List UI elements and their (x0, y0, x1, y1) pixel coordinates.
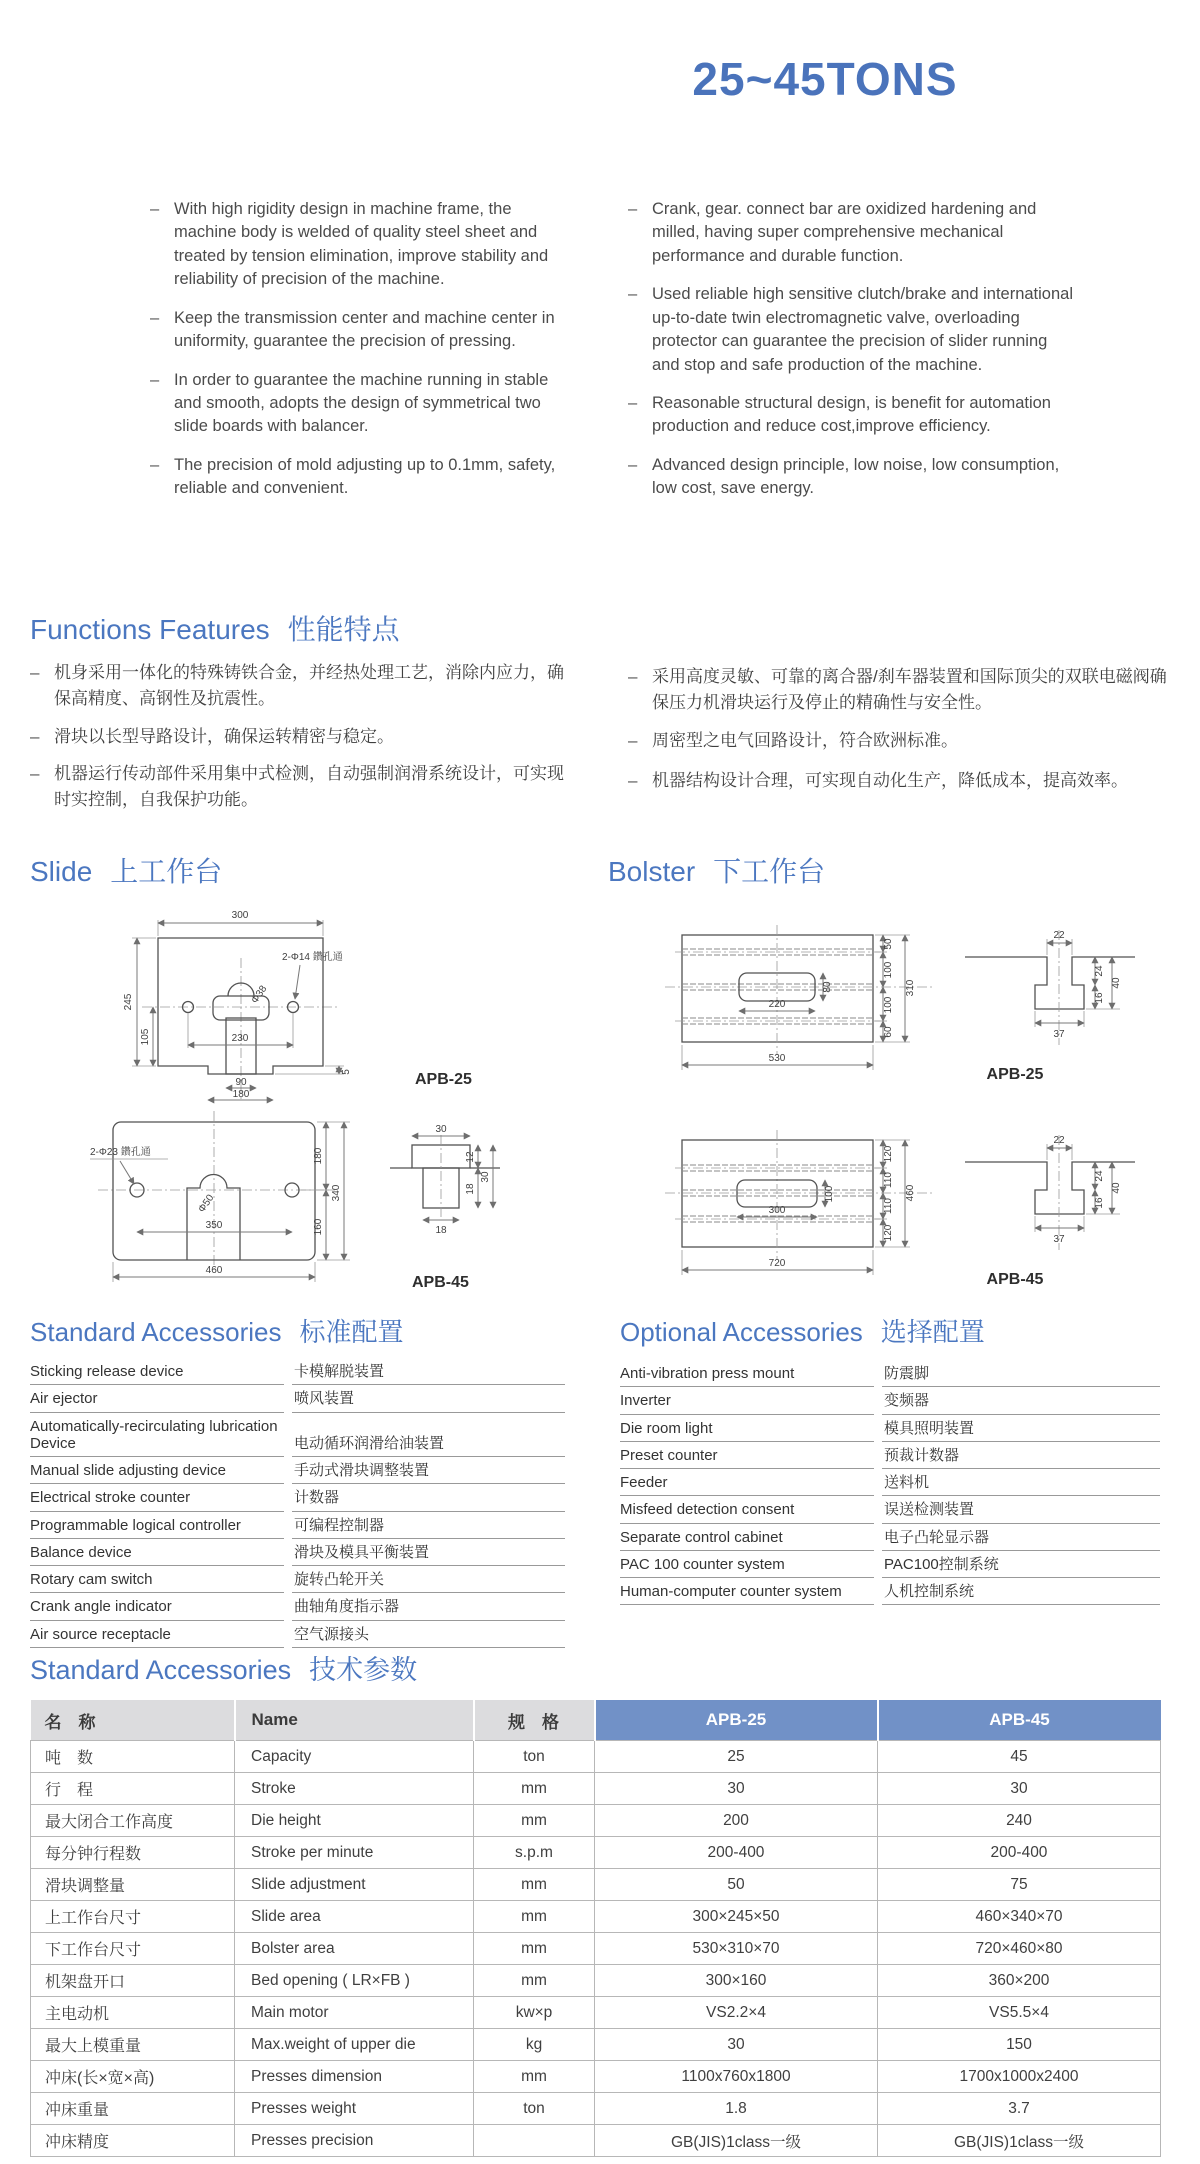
list-item (30, 1385, 565, 1412)
cell-unit: mm (474, 1965, 595, 1997)
dim-label: 180 (313, 1147, 324, 1165)
cell-en: Capacity (235, 1741, 474, 1773)
cell-en: Presses dimension (235, 2061, 474, 2093)
accessory-zh: 送料机 (882, 1469, 1160, 1496)
dim-label: 100 (824, 1185, 835, 1203)
list-item (30, 1593, 565, 1620)
cell-apb25: 300×160 (595, 1965, 878, 1997)
list-item (30, 1358, 565, 1385)
cell-unit: mm (474, 1901, 595, 1933)
cell-en: Presses weight (235, 2093, 474, 2125)
bolster-apb45-drawing (615, 1100, 1175, 1305)
feature-text: Reasonable structural design, is benefit for automation production and reduce cost,improve efficiency. (652, 393, 1051, 436)
functions-heading-en: Functions Features (30, 614, 270, 645)
list-item (30, 1566, 565, 1593)
cell-apb45: 240 (878, 1805, 1161, 1837)
cell-en: Stroke per minute (235, 1837, 474, 1869)
cell-apb25: 200-400 (595, 1837, 878, 1869)
bullet-dash-icon: – (628, 455, 638, 474)
functions-left (30, 660, 575, 825)
dim-label: 30 (480, 1171, 491, 1183)
feature-text: With high rigidity design in machine frame, the machine body is welded of quality steel sheet and treated by tension elimination, improve stability and reliability of precision of the machine. (174, 200, 549, 289)
accessory-en: Air ejector (30, 1385, 284, 1412)
standard-accessories-heading-zh: 标准配置 (299, 1317, 404, 1347)
cell-zh: 最大上模重量 (31, 2029, 235, 2061)
dim-label: 16 (1094, 1197, 1105, 1209)
cell-unit: mm (474, 1869, 595, 1901)
table-row (31, 1805, 1161, 1837)
dim-label: 530 (768, 1053, 786, 1064)
table-row (31, 1933, 1161, 1965)
bullet-dash-icon: – (30, 764, 40, 784)
dim-label: 160 (313, 1218, 324, 1236)
accessory-en: Programmable logical controller (30, 1512, 284, 1539)
list-item (30, 660, 575, 713)
table-row (31, 1965, 1161, 1997)
bolster-apb25-drawing (615, 895, 1175, 1100)
cell-zh: 机架盘开口 (31, 1965, 235, 1997)
list-item (30, 1539, 565, 1566)
dim-label: 50 (883, 938, 894, 950)
table-row (31, 1869, 1161, 1901)
cell-apb45: 150 (878, 2029, 1161, 2061)
accessory-en: Human-computer counter system (620, 1578, 874, 1605)
list-item (628, 454, 1076, 501)
dim-label: 90 (235, 1077, 247, 1088)
slide-apb25-drawing (60, 900, 530, 1105)
list-item (620, 1469, 1160, 1496)
hole-note: 2-Φ23 鑽孔通 (90, 1147, 151, 1158)
accessory-en: Electrical stroke counter (30, 1484, 284, 1511)
column-header-spec: 规 格 (474, 1700, 595, 1741)
dim-label: 24 (1094, 965, 1105, 977)
list-item (628, 664, 1180, 717)
standard-accessories-heading (30, 1312, 403, 1349)
dim-label: 40 (1111, 977, 1122, 989)
accessory-zh: 误送检测装置 (882, 1496, 1160, 1523)
column-header-apb45: APB-45 (878, 1700, 1161, 1741)
cell-zh: 上工作台尺寸 (31, 1901, 235, 1933)
functions-heading-zh: 性能特点 (287, 614, 400, 645)
accessory-zh: 预裁计数器 (882, 1442, 1160, 1469)
cell-en: Slide area (235, 1901, 474, 1933)
list-item (30, 761, 575, 814)
dim-label: 40 (1111, 1182, 1122, 1194)
accessory-zh: 曲轴角度指示器 (292, 1593, 565, 1620)
table-row (31, 2093, 1161, 2125)
bullet-dash-icon: – (628, 667, 638, 686)
cell-en: Stroke (235, 1773, 474, 1805)
bullet-dash-icon: – (150, 455, 160, 474)
cell-unit: kg (474, 2029, 595, 2061)
list-item (620, 1442, 1160, 1469)
accessory-en: Crank angle indicator (30, 1593, 284, 1620)
cell-apb45: 1700x1000x2400 (878, 2061, 1161, 2093)
spec-table-heading-en: Standard Accessories (30, 1655, 292, 1685)
standard-accessories-list (30, 1358, 565, 1648)
table-row (31, 2029, 1161, 2061)
dim-label: 460 (905, 1184, 916, 1202)
bullet-dash-icon: – (628, 771, 638, 791)
cell-en: Max.weight of upper die (235, 2029, 474, 2061)
dim-label: 100 (883, 996, 894, 1014)
dim-label: 460 (205, 1265, 223, 1276)
accessory-en: Separate control cabinet (620, 1524, 874, 1551)
cell-unit: ton (474, 1741, 595, 1773)
feature-text: The precision of mold adjusting up to 0.1mm, safety, reliable and convenient. (174, 455, 556, 498)
list-item (30, 724, 575, 750)
list-item (30, 1484, 565, 1511)
cell-unit: mm (474, 1933, 595, 1965)
feature-text: 机器运行传动部件采用集中式检测，自动强制润滑系统设计，可实现时实控制，自我保护功能。 (54, 764, 564, 810)
column-header-apb25: APB-25 (595, 1700, 878, 1741)
dim-label: 5 (341, 1069, 352, 1075)
list-item (628, 768, 1180, 794)
cell-zh: 冲床(长×宽×高) (31, 2061, 235, 2093)
list-item (30, 1413, 565, 1458)
accessory-en: Air source receptacle (30, 1621, 284, 1648)
dim-label: 60 (883, 1026, 894, 1038)
list-item (620, 1551, 1160, 1578)
cell-apb25: 1.8 (595, 2093, 878, 2125)
accessory-en: Anti-vibration press mount (620, 1360, 874, 1387)
slide-heading-zh: 上工作台 (110, 856, 223, 887)
column-header-name: Name (235, 1700, 474, 1741)
cell-apb45: 3.7 (878, 2093, 1161, 2125)
accessory-zh: 模具照明装置 (882, 1415, 1160, 1442)
list-item (628, 392, 1076, 439)
cell-apb25: 300×245×50 (595, 1901, 878, 1933)
accessory-en: Manual slide adjusting device (30, 1457, 284, 1484)
bullet-dash-icon: – (150, 308, 160, 327)
optional-accessories-heading-zh: 选择配置 (880, 1317, 985, 1347)
dim-label: 18 (435, 1225, 447, 1236)
list-item (150, 369, 575, 439)
bullet-dash-icon: – (628, 730, 638, 750)
drawing-label: APB-25 (986, 1066, 1044, 1083)
cell-apb25: GB(JIS)1class一级 (595, 2125, 878, 2157)
cell-zh: 吨 数 (31, 1741, 235, 1773)
spec-table-heading (30, 1648, 417, 1687)
accessory-en: PAC 100 counter system (620, 1551, 874, 1578)
cell-apb45: VS5.5×4 (878, 1997, 1161, 2029)
bullet-dash-icon: – (628, 200, 638, 218)
cell-apb25: 1100x760x1800 (595, 2061, 878, 2093)
feature-text: Advanced design principle, low noise, low consumption, low cost, save energy. (652, 455, 1060, 498)
feature-text: Used reliable high sensitive clutch/brake and international up-to-date twin electromagnetic valve, overloading protector can guarantee the precision of slider running and stop and safe production of the machine. (652, 285, 1073, 374)
accessory-zh: 滑块及模具平衡装置 (292, 1539, 565, 1566)
table-row (31, 1741, 1161, 1773)
list-item (30, 1457, 565, 1484)
hole-note: 2-Φ14 鑽孔通 (282, 952, 343, 963)
spec-header-row (31, 1700, 1161, 1741)
cell-apb25: 50 (595, 1869, 878, 1901)
column-header-zh-name: 名 称 (31, 1700, 235, 1741)
dim-label: 245 (123, 993, 134, 1011)
dim-label: Φ50 (196, 1192, 217, 1215)
bullet-dash-icon: – (30, 663, 40, 682)
dim-label: 24 (1094, 1170, 1105, 1182)
list-item (628, 728, 1180, 754)
page-title: 25~45TONS (692, 53, 958, 105)
dim-label: 230 (231, 1033, 249, 1044)
cell-apb45: 30 (878, 1773, 1161, 1805)
accessory-zh: PAC100控制系统 (882, 1551, 1160, 1578)
bolster-heading-en: Bolster (608, 856, 696, 887)
standard-accessories-heading-en: Standard Accessories (30, 1317, 282, 1347)
list-item (620, 1578, 1160, 1605)
list-item (620, 1496, 1160, 1523)
functions-heading (30, 608, 400, 648)
list-item (620, 1360, 1160, 1387)
features-en-right (628, 198, 1076, 516)
cell-unit: kw×p (474, 1997, 595, 2029)
cell-unit: mm (474, 1805, 595, 1837)
feature-text: Keep the transmission center and machine center in uniformity, guarantee the precision of pressing. (174, 308, 555, 351)
dim-label: 12 (465, 1151, 476, 1163)
dim-label: 180 (232, 1089, 250, 1100)
accessory-zh: 卡模解脱装置 (292, 1358, 565, 1385)
accessory-en: Rotary cam switch (30, 1566, 284, 1593)
cell-en: Slide adjustment (235, 1869, 474, 1901)
accessory-en: Feeder (620, 1469, 874, 1496)
cell-unit: mm (474, 1773, 595, 1805)
feature-text: 机身采用一体化的特殊铸铁合金，并经热处理工艺，消除内应力，确保高精度、高钢性及抗震性。 (54, 663, 564, 709)
cell-apb45: 720×460×80 (878, 1933, 1161, 1965)
feature-text: In order to guarantee the machine running in stable and smooth, adopts the design of symmetrical two slide boards with balancer. (174, 370, 549, 436)
bullet-dash-icon: – (628, 285, 638, 304)
dim-label: 350 (205, 1220, 223, 1231)
bullet-dash-icon: – (150, 200, 160, 218)
accessory-en: Misfeed detection consent (620, 1496, 874, 1523)
dim-label: 120 (883, 1145, 894, 1163)
cell-unit: s.p.m (474, 1837, 595, 1869)
dim-label: 22 (1053, 930, 1065, 941)
accessory-zh: 防震脚 (882, 1360, 1160, 1387)
list-item (628, 198, 1076, 268)
accessory-en: Inverter (620, 1387, 874, 1414)
dim-label: 30 (435, 1124, 447, 1135)
bolster-heading-zh: 下工作台 (713, 856, 826, 887)
cell-zh: 最大闭合工作高度 (31, 1805, 235, 1837)
cell-en: Main motor (235, 1997, 474, 2029)
dim-label: 110 (883, 1198, 894, 1214)
cell-zh: 滑块调整量 (31, 1869, 235, 1901)
cell-apb45: 360×200 (878, 1965, 1161, 1997)
dim-label: 110 (883, 1172, 894, 1188)
list-item (620, 1387, 1160, 1414)
cell-en: Bed opening ( LR×FB ) (235, 1965, 474, 1997)
accessory-zh: 旋转凸轮开关 (292, 1566, 565, 1593)
dim-label: 100 (883, 961, 894, 979)
list-item (30, 1512, 565, 1539)
slide-heading-en: Slide (30, 856, 93, 887)
cell-apb25: VS2.2×4 (595, 1997, 878, 2029)
functions-right (628, 664, 1180, 805)
cell-unit: ton (474, 2093, 595, 2125)
dim-label: Φ38 (249, 983, 270, 1006)
cell-apb25: 25 (595, 1741, 878, 1773)
cell-zh: 行 程 (31, 1773, 235, 1805)
dim-label: 340 (331, 1184, 342, 1202)
dim-label: 16 (1094, 992, 1105, 1004)
optional-accessories-heading (620, 1312, 985, 1349)
cell-zh: 冲床重量 (31, 2093, 235, 2125)
table-row (31, 1901, 1161, 1933)
dim-label: 37 (1053, 1234, 1065, 1245)
cell-en: Bolster area (235, 1933, 474, 1965)
bullet-dash-icon: – (30, 726, 40, 746)
accessory-zh: 电子凸轮显示器 (882, 1524, 1160, 1551)
feature-text: 机器结构设计合理，可实现自动化生产，降低成本，提高效率。 (652, 771, 1128, 791)
accessory-zh: 人机控制系统 (882, 1578, 1160, 1605)
drawing-label: APB-45 (986, 1271, 1044, 1288)
accessory-zh: 手动式滑块调整装置 (292, 1457, 565, 1484)
dim-label: 300 (768, 1205, 786, 1216)
table-row (31, 1773, 1161, 1805)
list-item (620, 1524, 1160, 1551)
cell-apb25: 530×310×70 (595, 1933, 878, 1965)
table-row (31, 1837, 1161, 1869)
accessory-en: Die room light (620, 1415, 874, 1442)
dim-label: 720 (768, 1258, 786, 1269)
table-row (31, 1997, 1161, 2029)
dim-label: 105 (140, 1028, 151, 1046)
cell-unit (474, 2125, 595, 2157)
feature-text: Crank, gear. connect bar are oxidized hardening and milled, having super comprehensive mechanical performance and durable function. (652, 200, 1037, 265)
accessory-en: Preset counter (620, 1442, 874, 1469)
dim-label: 300 (231, 910, 249, 921)
cell-apb25: 30 (595, 2029, 878, 2061)
dim-label: 37 (1053, 1029, 1065, 1040)
cell-zh: 下工作台尺寸 (31, 1933, 235, 1965)
accessory-zh: 计数器 (292, 1484, 565, 1511)
cell-apb45: 75 (878, 1869, 1161, 1901)
cell-zh: 冲床精度 (31, 2125, 235, 2157)
list-item (150, 307, 575, 354)
accessory-zh: 电动循环润滑给油装置 (292, 1413, 565, 1458)
dim-label: 22 (1053, 1135, 1065, 1146)
bolster-heading (608, 850, 825, 890)
slide-heading (30, 850, 222, 890)
feature-text: 采用高度灵敏、可靠的离合器/刹车器装置和国际顶尖的双联电磁阀确保压力机滑块运行及停止的精确性与安全性。 (652, 667, 1167, 713)
cell-en: Die height (235, 1805, 474, 1837)
cell-unit: mm (474, 2061, 595, 2093)
cell-apb45: GB(JIS)1class一级 (878, 2125, 1161, 2157)
cell-apb45: 45 (878, 1741, 1161, 1773)
dim-label: 310 (905, 979, 916, 997)
feature-text: 周密型之电气回路设计，符合欧洲标准。 (652, 730, 958, 750)
bullet-dash-icon: – (150, 370, 160, 389)
cell-apb45: 460×340×70 (878, 1901, 1161, 1933)
cell-apb25: 30 (595, 1773, 878, 1805)
accessory-en: Balance device (30, 1539, 284, 1566)
features-en-left (150, 198, 575, 516)
list-item (150, 454, 575, 501)
accessory-en: Sticking release device (30, 1358, 284, 1385)
accessory-zh: 变频器 (882, 1387, 1160, 1414)
cell-en: Presses precision (235, 2125, 474, 2157)
accessory-zh: 喷风装置 (292, 1385, 565, 1412)
bullet-dash-icon: – (628, 393, 638, 412)
slide-apb45-drawing (60, 1105, 530, 1300)
cell-zh: 主电动机 (31, 1997, 235, 2029)
cell-apb25: 200 (595, 1805, 878, 1837)
spec-table (30, 1700, 1161, 2157)
table-row (31, 2125, 1161, 2157)
dim-label: 220 (768, 999, 786, 1010)
optional-accessories-list (620, 1360, 1160, 1605)
accessory-zh: 可编程控制器 (292, 1512, 565, 1539)
accessory-zh: 空气源接头 (292, 1621, 565, 1648)
optional-accessories-heading-en: Optional Accessories (620, 1317, 863, 1347)
list-item (30, 1621, 565, 1648)
dim-label: 18 (465, 1183, 476, 1195)
feature-text: 滑块以长型导路设计，确保运转精密与稳定。 (54, 726, 394, 746)
table-row (31, 2061, 1161, 2093)
cell-apb45: 200-400 (878, 1837, 1161, 1869)
cell-zh: 每分钟行程数 (31, 1837, 235, 1869)
list-item (628, 283, 1076, 377)
accessory-en: Automatically-recirculating lubrication Device (30, 1413, 284, 1458)
dim-label: 80 (822, 981, 833, 993)
list-item (620, 1415, 1160, 1442)
list-item (150, 198, 575, 292)
drawing-label: APB-45 (412, 1274, 469, 1291)
drawing-label: APB-25 (415, 1071, 472, 1088)
spec-table-heading-zh: 技术参数 (309, 1655, 418, 1685)
dim-label: 120 (883, 1224, 894, 1242)
